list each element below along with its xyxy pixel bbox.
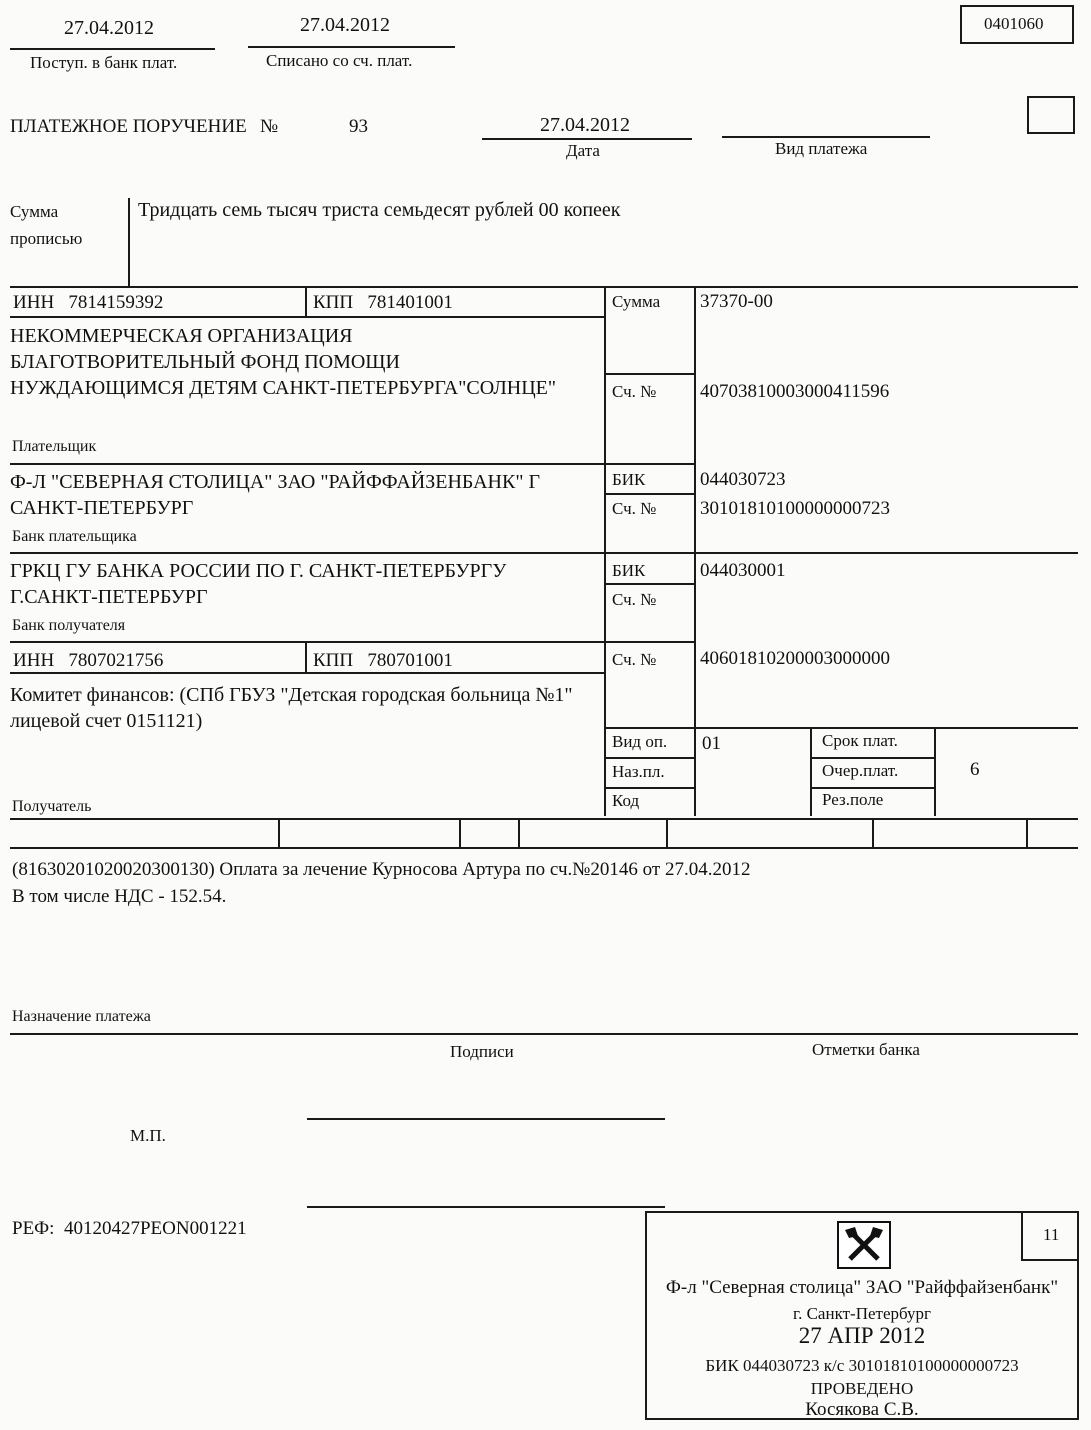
debited-date-label: Списано со сч. плат.: [266, 51, 413, 70]
received-date: 27.04.2012: [64, 17, 154, 39]
payee-name-line: Комитет финансов: (СПб ГБУЗ "Детская городская больница №1": [10, 684, 573, 706]
order-date-label: Дата: [566, 141, 600, 160]
grid-line: [810, 757, 934, 759]
payee-name: [10, 682, 573, 734]
op-type-label: Вид оп.: [612, 732, 668, 751]
form-code: 0401060: [984, 14, 1044, 33]
payee-inn: [13, 650, 163, 672]
payee-kpp-label: КПП: [313, 650, 354, 671]
payee-bank-name: [10, 558, 506, 610]
payee-bank-name-line: Г.САНКТ-ПЕТЕРБУРГ: [10, 586, 208, 608]
grid-line: [604, 583, 694, 585]
payment-type-line: [722, 136, 930, 138]
grid-line: [10, 286, 1078, 288]
payee-name-line: лицевой счет 0151121): [10, 710, 203, 732]
grid-line: [518, 818, 520, 848]
amount-words-divider: [128, 198, 130, 286]
payer-account-value: 40703810003000411596: [700, 381, 890, 402]
grid-line: [872, 818, 874, 848]
payer-bank-name-line: Ф-Л "СЕВЕРНАЯ СТОЛИЦА" ЗАО "РАЙФФАЙЗЕНБАНК" Г: [10, 471, 541, 493]
grid-line: [810, 787, 934, 789]
form-code-box: [960, 5, 1074, 44]
grid-line: [666, 818, 668, 848]
signature-line-1: [307, 1118, 665, 1120]
payee-kpp: [313, 650, 453, 672]
code-label: Код: [612, 791, 640, 810]
purpose-code-label: Наз.пл.: [612, 762, 665, 781]
debited-date: 27.04.2012: [300, 14, 390, 36]
payee-bank-label: Банк получателя: [12, 617, 126, 634]
grid-line: [10, 316, 604, 318]
grid-line: [604, 493, 694, 495]
grid-line: [10, 552, 1078, 554]
debited-date-line: [248, 46, 455, 48]
stamp-bik-line: БИК 044030723 к/с 30101810100000000723: [705, 1356, 1019, 1375]
grid-line: [604, 727, 1078, 729]
grid-line: [10, 463, 694, 465]
reference: [12, 1218, 247, 1240]
payee-account-value: 40601810200003000000: [700, 648, 890, 669]
grid-line: [305, 641, 307, 673]
purpose-label: Назначение платежа: [12, 1008, 151, 1025]
grid-line: [604, 757, 694, 759]
reserve-field-label: Рез.поле: [822, 790, 884, 809]
sum-value: 37370-00: [700, 291, 773, 312]
payer-name-line: НУЖДАЮЩИМСЯ ДЕТЯМ САНКТ-ПЕТЕРБУРГА"СОЛНЦЕ": [10, 377, 557, 399]
payer-bank-account-label: Сч. №: [612, 499, 657, 518]
payer-name-line: НЕКОММЕРЧЕСКАЯ ОРГАНИЗАЦИЯ: [10, 325, 353, 347]
stamp-city: г. Санкт-Петербург: [793, 1304, 931, 1323]
reference-value: 40120427PEON001221: [63, 1218, 247, 1239]
payee-account-label: Сч. №: [612, 650, 657, 669]
payer-bik-value: 044030723: [700, 469, 786, 490]
stamp-number-box: [1021, 1211, 1079, 1261]
document-title: ПЛАТЕЖНОЕ ПОРУЧЕНИЕ: [10, 116, 247, 137]
payment-term-label: Срок плат.: [822, 731, 898, 750]
stamp-number: 11: [1043, 1225, 1060, 1244]
order-number: 93: [349, 116, 368, 137]
amount-words-label-2: прописью: [10, 229, 83, 248]
payee-inn-value: 7807021756: [68, 650, 164, 671]
payer-bank-name-line: САНКТ-ПЕТЕРБУРГ: [10, 497, 194, 519]
payer-bank-account-value: 30101810100000000723: [700, 498, 890, 519]
grid-line: [1026, 818, 1028, 848]
payee-inn-label: ИНН: [13, 650, 55, 671]
stamp-bank-name: Ф-л "Северная столица" ЗАО "Райффайзенбанк": [665, 1277, 1059, 1298]
payer-name: [10, 323, 556, 401]
priority-label: Очер.плат.: [822, 761, 899, 780]
payer-inn-label: ИНН: [13, 292, 55, 313]
grid-line: [810, 727, 812, 816]
grid-line: [604, 787, 694, 789]
stamp-date: 27 АПР 2012: [798, 1323, 926, 1348]
payer-inn: [13, 292, 163, 314]
payer-kpp-label: КПП: [313, 292, 354, 313]
grid-line: [604, 286, 606, 816]
payer-inn-value: 7814159392: [68, 292, 164, 313]
number-sign: №: [260, 116, 279, 137]
op-type-value: 01: [702, 733, 721, 754]
payer-name-line: БЛАГОТВОРИТЕЛЬНЫЙ ФОНД ПОМОЩИ: [10, 351, 400, 373]
grid-line: [278, 818, 280, 848]
payer-kpp-value: 781401001: [367, 292, 453, 313]
payee-label: Получатель: [12, 798, 92, 815]
grid-line: [10, 641, 694, 643]
signatures-label: Подписи: [450, 1042, 514, 1061]
bank-marks-label: Отметки банка: [812, 1040, 920, 1059]
reference-label: РЕФ:: [12, 1218, 55, 1239]
amount-words-label-1: Сумма: [10, 202, 59, 221]
purpose-line-1: (81630201020020300130) Оплата за лечение Курносова Артура по сч.№20146 от 27.04.2012: [12, 859, 751, 880]
grid-line: [305, 286, 307, 317]
stamp-officer: Косякова С.В.: [805, 1399, 919, 1420]
priority-value: 6: [970, 759, 980, 780]
signature-line-2: [307, 1206, 665, 1208]
grid-line: [10, 672, 604, 674]
received-date-label: Поступ. в банк плат.: [30, 53, 178, 72]
grid-line: [694, 286, 696, 816]
grid-line: [459, 818, 461, 848]
grid-line: [10, 818, 1078, 820]
payer-kpp: [313, 292, 453, 314]
payee-bik-value: 044030001: [700, 560, 786, 581]
purpose-bottom-line: [10, 1033, 1078, 1035]
payer-bank-name: [10, 469, 540, 521]
payee-kpp-value: 780701001: [367, 650, 453, 671]
payer-label: Плательщик: [12, 438, 97, 455]
payer-account-label: Сч. №: [612, 382, 657, 401]
payee-bank-name-line: ГРКЦ ГУ БАНКА РОССИИ ПО Г. САНКТ-ПЕТЕРБУРГУ: [10, 560, 507, 582]
amount-words-value: Тридцать семь тысяч триста семьдесят рублей 00 копеек: [138, 199, 621, 221]
stamp-place-label: М.П.: [130, 1126, 166, 1145]
sum-label: Сумма: [612, 292, 661, 311]
received-date-line: [10, 48, 215, 50]
grid-line: [604, 373, 694, 375]
grid-line: [10, 847, 1078, 849]
grid-line: [934, 727, 936, 816]
payment-type-box: [1027, 96, 1075, 134]
payer-bank-label: Банк плательщика: [12, 528, 137, 545]
payee-bank-account-label: Сч. №: [612, 590, 657, 609]
raiffeisen-logo-icon: [837, 1221, 891, 1269]
bank-stamp: [645, 1211, 1079, 1420]
order-date: 27.04.2012: [540, 114, 630, 136]
purpose-line-2: В том числе НДС - 152.54.: [12, 886, 227, 907]
payment-type-label: Вид платежа: [775, 139, 868, 158]
stamp-status: ПРОВЕДЕНО: [810, 1379, 914, 1398]
order-date-line: [482, 138, 692, 140]
payee-bik-label: БИК: [612, 561, 646, 580]
payer-bik-label: БИК: [612, 470, 646, 489]
